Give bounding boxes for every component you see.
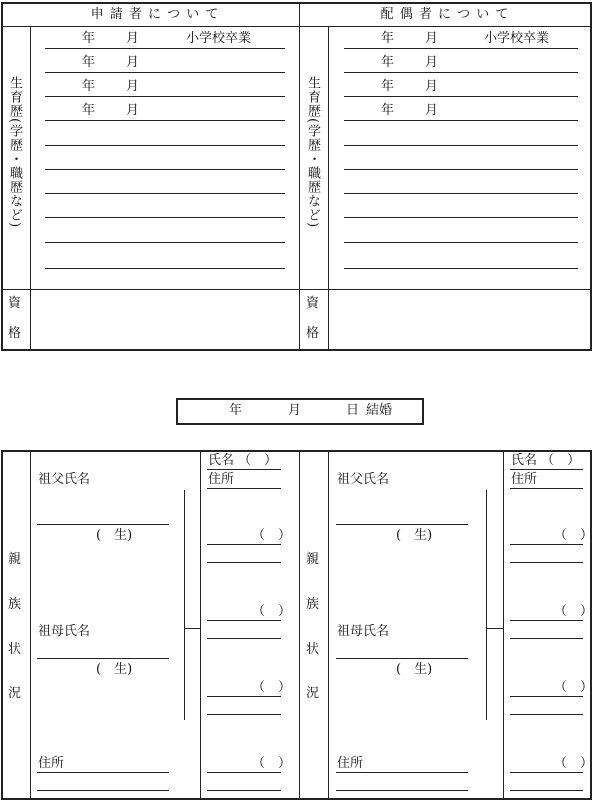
history-rule	[344, 268, 578, 269]
relatives-subcol-left	[200, 450, 201, 800]
history-rule	[344, 120, 578, 121]
row-month: 月	[425, 55, 439, 70]
address-line[interactable]	[37, 790, 169, 791]
grandfather-name-label: 祖父氏名	[38, 472, 91, 487]
relative-line[interactable]	[207, 488, 281, 489]
sibling-bracket-tick	[486, 628, 503, 629]
relative-line[interactable]	[207, 544, 281, 545]
relatives-label-char: 族	[8, 597, 22, 612]
relative-line[interactable]	[207, 562, 281, 563]
history-rule	[344, 193, 578, 194]
row-year: 年	[82, 55, 96, 70]
history-rule	[344, 72, 578, 73]
address-line[interactable]	[336, 790, 468, 791]
history-rule	[45, 96, 285, 97]
grandfather-name-line[interactable]	[336, 524, 468, 525]
relative-line[interactable]	[207, 714, 281, 715]
relative-line[interactable]	[510, 544, 583, 545]
relative-line[interactable]	[510, 790, 583, 791]
address-line[interactable]	[37, 772, 169, 773]
relative-line[interactable]	[510, 714, 583, 715]
applicant-header: 申 請 者 に つ い て	[90, 7, 220, 22]
grandmother-name-line[interactable]	[37, 658, 169, 659]
grandfather-birth: ( 生)	[96, 528, 133, 543]
row-year: 年	[381, 79, 395, 94]
grandmother-birth: ( 生)	[96, 662, 133, 677]
relatives-label-col-right	[328, 450, 329, 800]
relatives-center-divider	[299, 450, 300, 800]
relative-paren: （ ）	[554, 604, 593, 619]
row-year: 年	[381, 31, 395, 46]
relative-paren: （ ）	[554, 680, 593, 695]
qualification-label-right-2: 格	[306, 326, 320, 341]
history-rule	[344, 145, 578, 146]
marriage-year: 年	[229, 403, 243, 418]
row-month: 月	[425, 31, 439, 46]
relative-line[interactable]	[207, 638, 281, 639]
relative-line[interactable]	[510, 620, 583, 621]
relative-address-label: 住所	[511, 472, 538, 487]
history-rule	[344, 217, 578, 218]
marriage-month: 月	[288, 403, 302, 418]
qualification-label-left-1: 資	[8, 296, 22, 311]
history-rule	[344, 96, 578, 97]
qualification-divider	[1, 289, 592, 290]
history-label-right: 生育歴(学歴・職歴など)	[305, 76, 320, 229]
grandparents-address-label: 住所	[38, 756, 65, 771]
relatives-label-char: 況	[8, 686, 22, 701]
relatives-label-char: 状	[306, 642, 320, 657]
history-rule	[344, 242, 578, 243]
marriage-label: 結婚	[366, 403, 393, 418]
grandparents-address-label: 住所	[337, 756, 364, 771]
relative-line[interactable]	[510, 696, 583, 697]
row-month: 月	[126, 31, 140, 46]
relative-line[interactable]	[207, 790, 281, 791]
grandmother-name-line[interactable]	[336, 658, 468, 659]
history-label-left: 生育歴(学歴・職歴など)	[7, 76, 22, 229]
relative-line[interactable]	[510, 772, 583, 773]
relative-name-paren: 氏名 （ ）	[511, 453, 581, 468]
relatives-label-char: 親	[8, 552, 22, 567]
relative-line[interactable]	[207, 620, 281, 621]
history-rule	[45, 48, 285, 49]
address-line[interactable]	[336, 772, 468, 773]
relative-line[interactable]	[207, 772, 281, 773]
sibling-bracket	[184, 490, 185, 720]
relatives-label-char: 状	[8, 642, 22, 657]
relative-paren: （ ）	[252, 528, 292, 543]
row-year: 年	[82, 79, 96, 94]
marriage-day: 日	[346, 403, 360, 418]
row-month: 月	[126, 79, 140, 94]
relative-name-underline	[510, 469, 583, 470]
relative-paren: （ ）	[252, 604, 292, 619]
history-rule	[344, 48, 578, 49]
history-rule	[45, 217, 285, 218]
row-month: 月	[425, 79, 439, 94]
grandfather-name-label: 祖父氏名	[337, 472, 390, 487]
history-rule	[45, 145, 285, 146]
grandmother-birth: ( 生)	[396, 662, 433, 677]
relatives-label-char: 親	[306, 552, 320, 567]
relatives-label-char: 況	[306, 686, 320, 701]
relatives-label-col-left	[30, 450, 31, 800]
relatives-label-char: 族	[306, 597, 320, 612]
relative-address-label: 住所	[208, 472, 235, 487]
history-rule	[344, 169, 578, 170]
history-rule	[45, 120, 285, 121]
row-year: 年	[381, 103, 395, 118]
row-month: 月	[126, 103, 140, 118]
grandmother-name-label: 祖母氏名	[337, 624, 390, 639]
history-rule	[45, 169, 285, 170]
row-month: 月	[126, 55, 140, 70]
relative-paren: （ ）	[554, 756, 593, 771]
grandmother-name-label: 祖母氏名	[38, 624, 91, 639]
elementary-grad: 小学校卒業	[186, 31, 252, 46]
row-year: 年	[381, 55, 395, 70]
elementary-grad: 小学校卒業	[484, 31, 550, 46]
relatives-subcol-right	[503, 450, 504, 800]
relative-line[interactable]	[510, 562, 583, 563]
relative-paren: （ ）	[252, 756, 292, 771]
label-col-divider-left	[30, 26, 31, 351]
row-month: 月	[425, 103, 439, 118]
row-year: 年	[82, 103, 96, 118]
row-year: 年	[82, 31, 96, 46]
relative-name-underline	[207, 469, 281, 470]
grandfather-name-line[interactable]	[37, 524, 169, 525]
qualification-label-right-1: 資	[306, 296, 320, 311]
header-divider	[1, 26, 592, 27]
history-rule	[45, 268, 285, 269]
relative-line[interactable]	[207, 696, 281, 697]
history-rule	[45, 193, 285, 194]
relative-line[interactable]	[510, 488, 583, 489]
center-divider	[299, 2, 300, 351]
qualification-label-left-2: 格	[8, 326, 22, 341]
history-rule	[45, 242, 285, 243]
grandfather-birth: ( 生)	[396, 528, 433, 543]
relative-paren: （ ）	[554, 528, 593, 543]
sibling-bracket-tick	[184, 628, 200, 629]
sibling-bracket	[486, 490, 487, 720]
label-col-divider-right	[328, 26, 329, 351]
relative-paren: （ ）	[252, 680, 292, 695]
relative-line[interactable]	[510, 638, 583, 639]
spouse-header: 配 偶 者 に つ い て	[380, 7, 510, 22]
relative-name-paren: 氏名 （ ）	[208, 453, 278, 468]
history-rule	[45, 72, 285, 73]
